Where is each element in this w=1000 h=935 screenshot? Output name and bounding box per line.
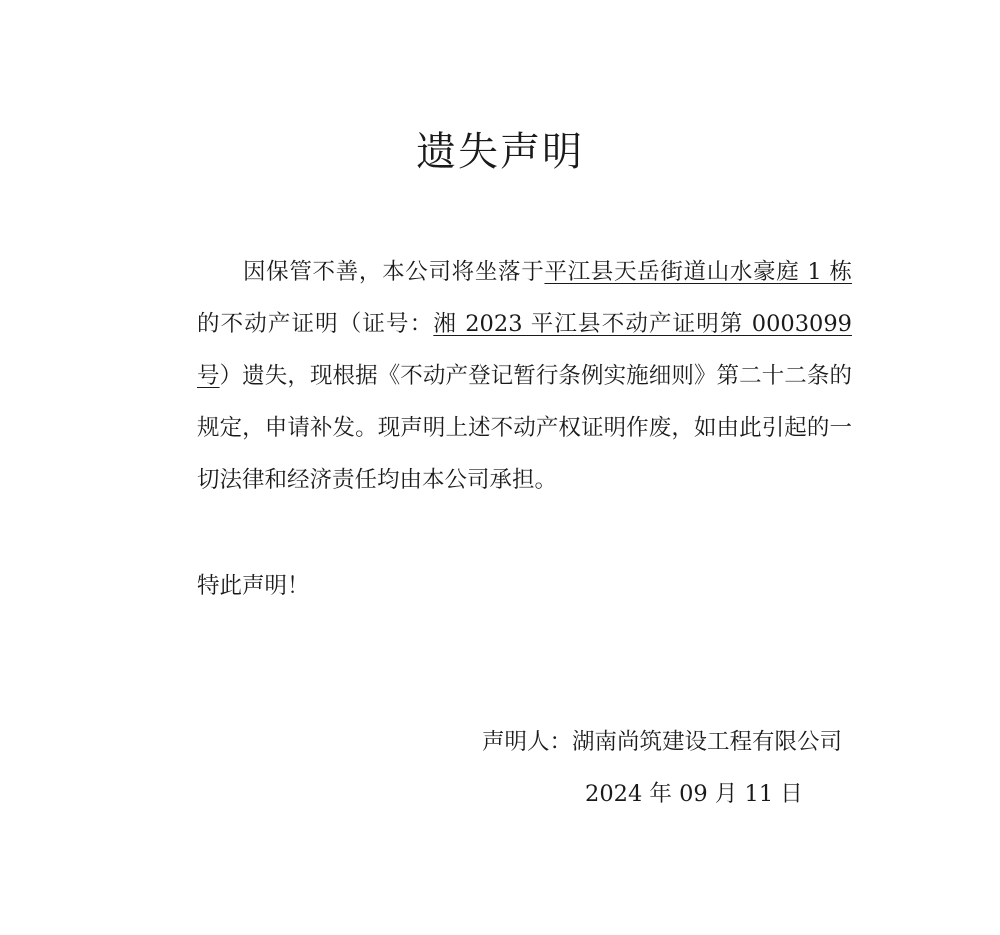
closing-remark: 特此声明！ [197, 573, 310, 599]
signer-name: 湖南尚筑建设工程有限公司 [572, 729, 843, 755]
signer-label: 声明人： [482, 729, 573, 755]
statement-date: 2024 年 09 月 11 日 [585, 781, 803, 807]
page-title: 遗失声明 [416, 129, 584, 175]
body-text-intro: 因保管不善，本公司将坐落于 [243, 259, 545, 285]
body-text-declaration: ）遗失，现根据《不动产登记暂行条例实施细则》第二十二条的规定，申请补发。现声明上述不动产权证明作废，如由此引起的一切法律和经济责任均由本公司承担。 [197, 363, 852, 493]
statement-body [197, 246, 852, 506]
certificate-number: 湘 2023 平江县不动产证明第 0003099 号 [197, 311, 852, 389]
body-text-certificate: 的不动产证明（证号： [197, 311, 434, 337]
property-location: 平江县天岳街道山水豪庭 1 栋 [544, 259, 852, 285]
signer-line [482, 716, 842, 768]
